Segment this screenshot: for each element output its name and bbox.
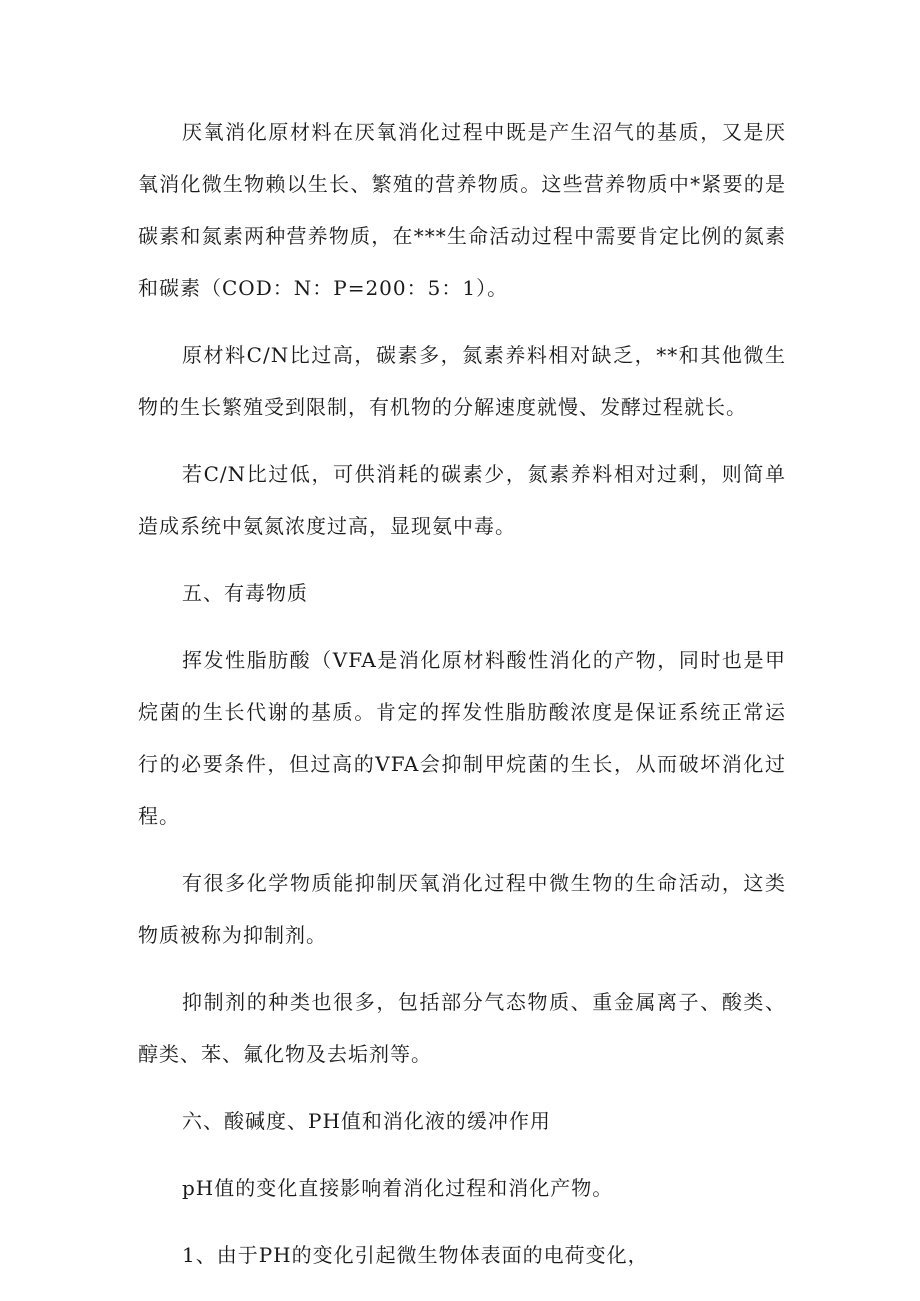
paragraph-anaerobic-nutrients: 厌氧消化原材料在厌氧消化过程中既是产生沼气的基质，又是厌氧消化微生物赖以生长、繁殖的营养物质。这些营养物质中*紧要的是碳素和氮素两种营养物质，在***生命活动过程中需要肯定比例的氮素和碳素（COD：N：P=200：5：1）。 <box>138 120 786 300</box>
paragraph-vfa: 挥发性脂肪酸（VFA是消化原材料酸性消化的产物，同时也是甲烷菌的生长代谢的基质。肯定的挥发性脂肪酸浓度是保证系统正常运行的必要条件，但过高的VFA会抑制甲烷菌的生长，从而破坏消化过程。 <box>138 648 786 828</box>
paragraph-ph-effect: pH值的变化直接影响着消化过程和消化产物。 <box>182 1176 614 1200</box>
paragraph-inhibitors: 有很多化学物质能抑制厌氧消化过程中微生物的生命活动，这类物质被称为抑制剂。 <box>138 871 786 947</box>
section-heading-toxic-substances: 五、有毒物质 <box>182 581 308 605</box>
list-item-1: 1、由于PH的变化引起微生物体表面的电荷变化， <box>182 1243 649 1267</box>
paragraph-low-cn-ratio: 若C/N比过低，可供消耗的碳素少，氮素养料相对过剩，则简单造成系统中氨氮浓度过高，显现氨中毒。 <box>138 462 786 538</box>
section-heading-ph-buffer: 六、酸碱度、PH值和消化液的缓冲作用 <box>182 1109 551 1133</box>
document-body <box>138 106 786 1296</box>
paragraph-inhibitor-types: 抑制剂的种类也很多，包括部分气态物质、重金属离子、酸类、醇类、苯、氟化物及去垢剂等。 <box>138 990 786 1066</box>
paragraph-high-cn-ratio: 原材料C/N比过高，碳素多，氮素养料相对缺乏，**和其他微生物的生长繁殖受到限制，有机物的分解速度就慢、发酵过程就长。 <box>138 343 786 419</box>
